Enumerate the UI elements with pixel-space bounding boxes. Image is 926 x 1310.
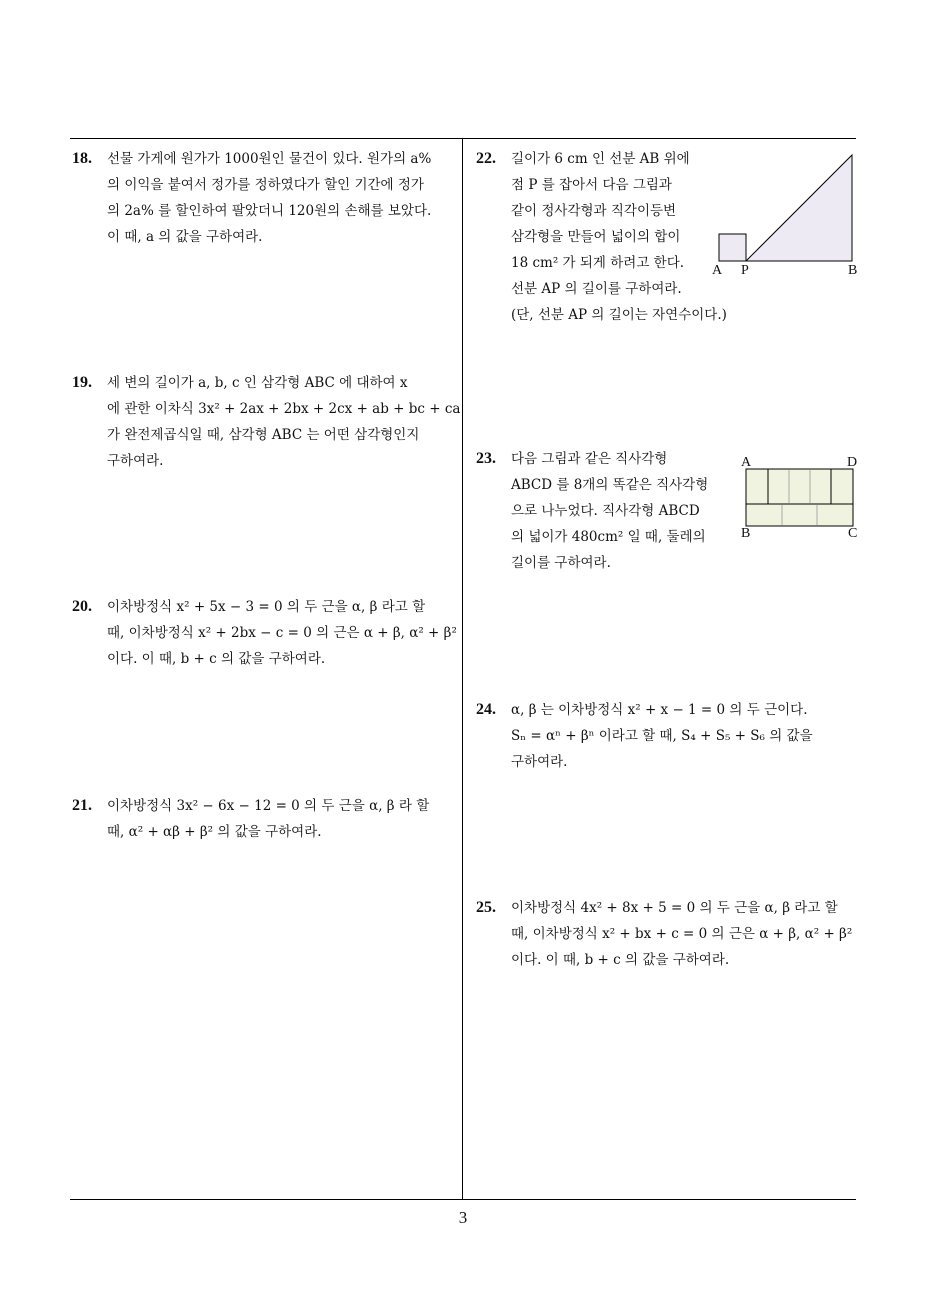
problem-24 [476,697,861,782]
problem-21 [72,793,462,853]
problem-number: 18. [72,150,92,167]
problem-line: 선분 AP 의 길이를 구하여라. [511,281,682,297]
problem-25 [476,895,861,980]
label-a: A [741,455,752,470]
label-b: B [741,526,751,541]
page-number: 3 [458,1208,468,1227]
problem-line: 18 cm² 가 되게 하려고 한다. [511,255,685,271]
problem-number: 25. [476,899,496,916]
figure-rectangle-abcd [745,468,855,528]
label-p: P [741,263,749,278]
problem-line: 가 완전제곱식일 때, 삼각형 ABC 는 어떤 삼각형인지 [107,427,420,443]
rectangle-outline [746,469,853,526]
label-c: C [848,526,858,541]
problem-line: 의 2a% 를 할인하여 팔았더니 120원의 손해를 보았다. [107,203,432,219]
problem-line: 길이를 구하여라. [511,555,611,571]
problem-line: 때, α² + αβ + β² 의 값을 구하여라. [107,824,322,840]
problem-number: 22. [476,150,496,167]
problem-line: 의 이익을 붙여서 정가를 정하였다가 할인 기간에 정가 [107,177,424,193]
problem-line: (단, 선분 AP 의 길이는 자연수이다.) [511,307,727,323]
bottom-rule [70,1199,856,1200]
triangle-shape [746,155,852,261]
problem-18 [72,146,462,256]
figure-square-triangle [715,152,857,264]
column-divider [462,138,463,1200]
problem-number: 20. [72,598,92,615]
problem-line: 의 넓이가 480cm² 일 때, 둘레의 [511,529,706,545]
problem-19 [72,370,462,480]
problem-number: 24. [476,701,496,718]
problem-line: 으로 나누었다. 직사각형 ABCD [511,503,700,519]
problem-line: 이차방정식 3x² − 6x − 12 = 0 의 두 근을 α, β 라 할 [107,798,430,814]
problem-line: 이차방정식 4x² + 8x + 5 = 0 의 두 근을 α, β 라고 할 [511,900,838,916]
problem-line: 점 P 를 잡아서 다음 그림과 [511,177,672,193]
problem-line: 이다. 이 때, b + c 의 값을 구하여라. [511,952,730,968]
problem-line: 삼각형을 만들어 넓이의 합이 [511,229,681,245]
problem-line: α, β 는 이차방정식 x² + x − 1 = 0 의 두 근이다. [511,702,808,718]
problem-line: 에 관한 이차식 3x² + 2ax + 2bx + 2cx + ab + bc + ca [107,401,461,417]
problem-line: 다음 그림과 같은 직사각형 [511,451,668,467]
problem-line: 때, 이차방정식 x² + bx + c = 0 의 근은 α + β, α² + β² [511,926,853,942]
problem-line: ABCD 를 8개의 똑같은 직사각형 [511,477,709,493]
problem-line: 이차방정식 x² + 5x − 3 = 0 의 두 근을 α, β 라고 할 [107,599,426,615]
problem-line: 때, 이차방정식 x² + 2bx − c = 0 의 근은 α + β, α² + β² [107,625,457,641]
problem-23 [476,446,736,581]
problem-line: 세 변의 길이가 a, b, c 인 삼각형 ABC 에 대하여 x [107,375,408,391]
top-rule [70,138,856,139]
problem-number: 21. [72,797,92,814]
label-b: B [848,263,858,278]
problem-line: 선물 가게에 원가가 1000원인 물건이 있다. 원가의 a% [107,151,432,167]
problem-line: Sₙ = αⁿ + βⁿ 이라고 할 때, S₄ + S₅ + S₆ 의 값을 [511,728,813,744]
problem-number: 19. [72,374,92,391]
problem-20 [72,594,462,679]
problem-number: 23. [476,450,496,467]
square-shape [719,234,746,261]
label-a: A [712,263,723,278]
label-d: D [847,455,858,470]
problem-line: 같이 정사각형과 직각이등변 [511,203,677,219]
problem-line: 길이가 6 cm 인 선분 AB 위에 [511,151,690,167]
problem-line: 이다. 이 때, b + c 의 값을 구하여라. [107,651,326,667]
problem-line: 구하여라. [107,453,164,469]
problem-line: 이 때, a 의 값을 구하여라. [107,229,263,245]
problem-line: 구하여라. [511,754,568,770]
